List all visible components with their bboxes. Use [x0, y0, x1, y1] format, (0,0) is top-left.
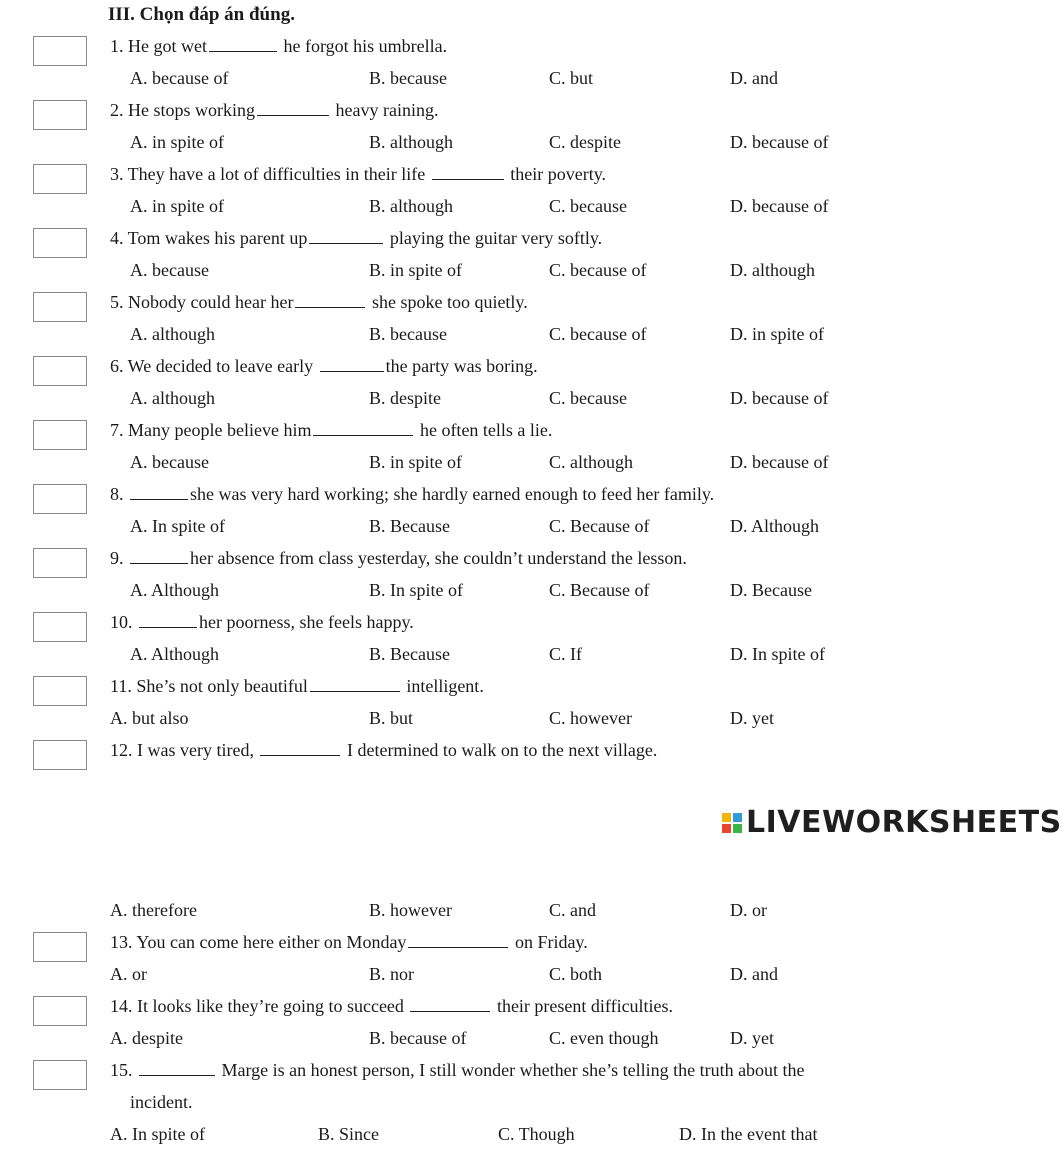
question-text: 11. She’s not only beautiful	[110, 676, 308, 696]
answer-blank	[209, 37, 277, 52]
option-b: B. in spite of	[369, 452, 462, 472]
question-14	[110, 996, 673, 1017]
option-b: B. because	[369, 324, 447, 344]
answer-box-12[interactable]	[33, 740, 87, 770]
logo-square	[722, 813, 731, 822]
option-a: A. but also	[110, 708, 189, 728]
option-b: B. In spite of	[369, 580, 463, 600]
answer-box-4[interactable]	[33, 228, 87, 258]
answer-box-5[interactable]	[33, 292, 87, 322]
answer-blank	[432, 165, 504, 180]
option-a: A. Although	[130, 644, 220, 664]
question-13	[110, 932, 588, 953]
option-c: C. Though	[498, 1124, 575, 1144]
option-d: D. yet	[730, 708, 774, 728]
liveworksheets-logo	[722, 805, 1062, 840]
option-d: D. In the event that	[679, 1124, 818, 1144]
option-d: D. and	[730, 68, 778, 88]
answer-blank	[260, 741, 340, 756]
question-text: 9.	[110, 548, 124, 568]
answer-box-2[interactable]	[33, 100, 87, 130]
question-text: 10.	[110, 612, 133, 632]
question-text: 5. Nobody could hear her	[110, 292, 294, 312]
option-a: A. because	[130, 260, 209, 280]
question-text: 4. Tom wakes his parent up	[110, 228, 308, 248]
answer-box-11[interactable]	[33, 676, 87, 706]
option-c: C. and	[549, 900, 596, 920]
option-d: D. In spite of	[730, 644, 825, 664]
option-c: C. If	[549, 644, 582, 664]
question-after: Marge is an honest person, I still wonder whether she’s telling the truth about the	[221, 1060, 805, 1080]
option-b: B. Because	[369, 516, 450, 536]
option-c: C. even though	[549, 1028, 659, 1048]
question-10	[110, 612, 414, 633]
question-5	[110, 292, 528, 313]
question-text: 3. They have a lot of difficulties in their life	[110, 164, 426, 184]
question-7	[110, 420, 552, 441]
option-d: D. Because	[730, 580, 812, 600]
question-text: 1. He got wet	[110, 36, 207, 56]
option-d: D. because of	[730, 388, 829, 408]
option-b: B. because of	[369, 1028, 467, 1048]
question-after: he often tells a lie.	[419, 420, 553, 440]
option-a: A. In spite of	[110, 1124, 205, 1144]
question-8	[110, 484, 714, 505]
answer-box-10[interactable]	[33, 612, 87, 642]
option-a: A. therefore	[110, 900, 197, 920]
logo-square	[733, 824, 742, 833]
answer-box-9[interactable]	[33, 548, 87, 578]
question-15	[110, 1060, 805, 1081]
option-b: B. in spite of	[369, 260, 462, 280]
question-2	[110, 100, 438, 121]
option-a: A. although	[130, 324, 215, 344]
question-9	[110, 548, 687, 569]
question-text: 12. I was very tired,	[110, 740, 254, 760]
answer-box-7[interactable]	[33, 420, 87, 450]
option-d: D. because of	[730, 196, 829, 216]
question-text: 14. It looks like they’re going to succeed	[110, 996, 404, 1016]
option-b: B. but	[369, 708, 414, 728]
question-1	[110, 36, 447, 57]
question-after: their poverty.	[510, 164, 607, 184]
logo-text: LIVEWORKSHEETS	[746, 805, 1062, 840]
answer-blank	[408, 933, 508, 948]
logo-square	[733, 813, 742, 822]
question-after: he forgot his umbrella.	[283, 36, 448, 56]
option-d: D. in spite of	[730, 324, 824, 344]
option-b: B. because	[369, 68, 447, 88]
answer-box-13[interactable]	[33, 932, 87, 962]
option-c: C. because of	[549, 260, 647, 280]
option-c: C. Because of	[549, 516, 650, 536]
option-b: B. although	[369, 196, 453, 216]
question-6	[110, 356, 538, 377]
option-a: A. because	[130, 452, 209, 472]
question-12	[110, 740, 657, 761]
answer-blank	[130, 549, 188, 564]
option-d: D. yet	[730, 1028, 774, 1048]
question-continuation: incident.	[130, 1092, 193, 1112]
liveworksheets-logo-icon	[722, 813, 742, 833]
question-11	[110, 676, 484, 697]
answer-blank	[310, 677, 400, 692]
option-b: B. despite	[369, 388, 441, 408]
question-after: their present difficulties.	[496, 996, 674, 1016]
answer-box-15[interactable]	[33, 1060, 87, 1090]
question-4	[110, 228, 602, 249]
answer-box-8[interactable]	[33, 484, 87, 514]
option-c: C. however	[549, 708, 632, 728]
option-b: B. although	[369, 132, 453, 152]
option-b: B. however	[369, 900, 452, 920]
option-c: C. Because of	[549, 580, 650, 600]
question-after: I determined to walk on to the next village.	[346, 740, 658, 760]
answer-blank	[139, 613, 197, 628]
question-after: she was very hard working; she hardly earned enough to feed her family.	[190, 484, 715, 504]
option-d: D. or	[730, 900, 767, 920]
option-c: C. because	[549, 388, 627, 408]
option-a: A. In spite of	[130, 516, 225, 536]
option-d: D. Although	[730, 516, 820, 536]
option-c: C. because of	[549, 324, 647, 344]
option-d: D. because of	[730, 452, 829, 472]
option-d: D. although	[730, 260, 815, 280]
question-after: her absence from class yesterday, she couldn’t understand the lesson.	[190, 548, 687, 568]
question-text: 8.	[110, 484, 124, 504]
option-c: C. although	[549, 452, 633, 472]
question-after: her poorness, she feels happy.	[199, 612, 414, 632]
option-c: C. but	[549, 68, 594, 88]
option-c: C. because	[549, 196, 627, 216]
option-d: D. because of	[730, 132, 829, 152]
answer-blank	[139, 1061, 215, 1076]
question-after: intelligent.	[406, 676, 484, 696]
option-a: A. or	[110, 964, 147, 984]
answer-blank	[295, 293, 365, 308]
question-text: 15.	[110, 1060, 133, 1080]
answer-blank	[320, 357, 384, 372]
option-a: A. Although	[130, 580, 220, 600]
question-after: the party was boring.	[385, 356, 538, 376]
option-a: A. despite	[110, 1028, 183, 1048]
option-c: C. both	[549, 964, 603, 984]
option-b: B. nor	[369, 964, 414, 984]
option-d: D. and	[730, 964, 778, 984]
answer-box-6[interactable]	[33, 356, 87, 386]
answer-blank	[313, 421, 413, 436]
option-a: A. although	[130, 388, 215, 408]
answer-blank	[257, 101, 329, 116]
question-after: on Friday.	[514, 932, 588, 952]
question-after: she spoke too quietly.	[371, 292, 528, 312]
answer-box-14[interactable]	[33, 996, 87, 1026]
answer-box-1[interactable]	[33, 36, 87, 66]
question-3	[110, 164, 606, 185]
section-title: III. Chọn đáp án đúng.	[108, 4, 295, 25]
question-text: 13. You can come here either on Monday	[110, 932, 407, 952]
question-after: playing the guitar very softly.	[389, 228, 603, 248]
answer-blank	[410, 997, 490, 1012]
option-b: B. Since	[318, 1124, 379, 1144]
question-after: heavy raining.	[335, 100, 439, 120]
answer-blank	[130, 485, 188, 500]
question-text: 7. Many people believe him	[110, 420, 312, 440]
option-b: B. Because	[369, 644, 450, 664]
logo-square	[722, 824, 731, 833]
question-text: 2. He stops working	[110, 100, 255, 120]
option-a: A. in spite of	[130, 132, 224, 152]
answer-box-3[interactable]	[33, 164, 87, 194]
option-a: A. because of	[130, 68, 229, 88]
option-a: A. in spite of	[130, 196, 224, 216]
question-text: 6. We decided to leave early	[110, 356, 314, 376]
option-c: C. despite	[549, 132, 621, 152]
answer-blank	[309, 229, 383, 244]
